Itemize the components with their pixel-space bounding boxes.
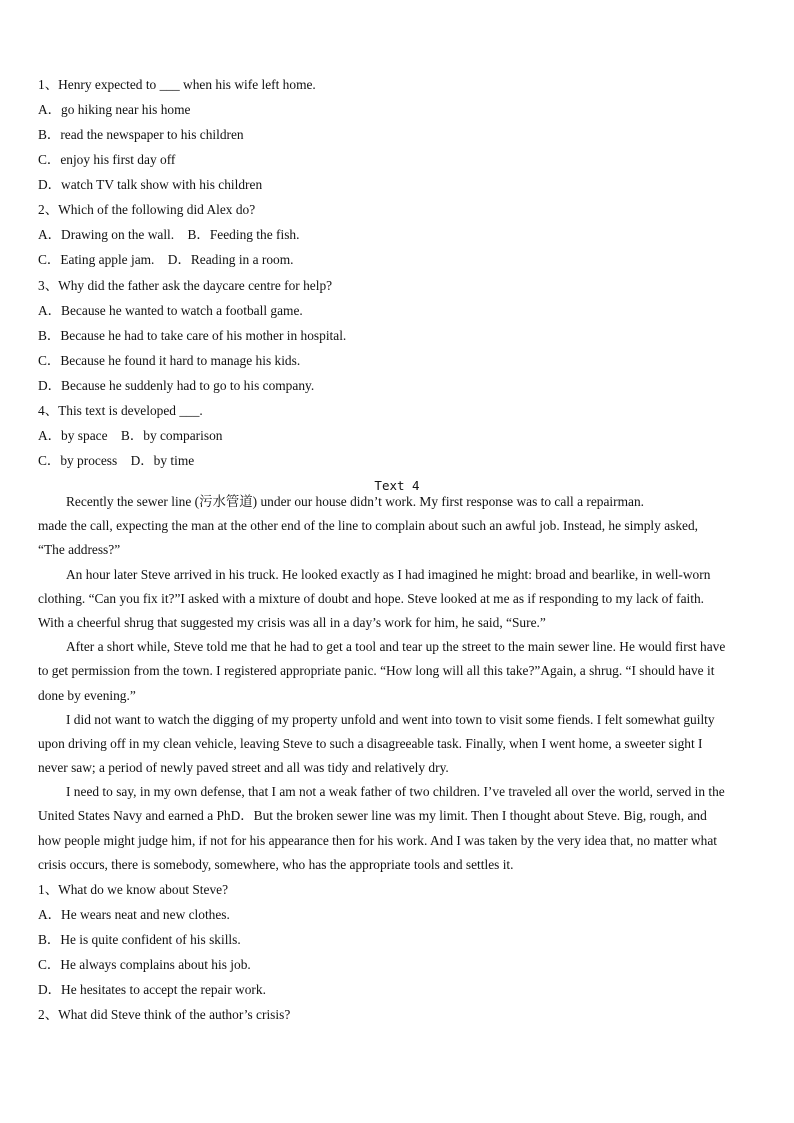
question-line: B．read the newspaper to his children [38, 127, 244, 143]
question-line: D．He hesitates to accept the repair work. [38, 982, 266, 998]
question-line: A．Because he wanted to watch a football game. [38, 302, 303, 318]
question-line: 1、What do we know about Steve? [38, 882, 229, 897]
passage-line: crisis occurs, there is somebody, somewhere, who has the appropriate tools and settles it. [38, 856, 514, 872]
passage-line: to get permission from the town. I registered appropriate panic. “How long will all this take?”Again, a shrug. “I should have it [38, 663, 715, 679]
question-line: B．Because he had to take care of his mother in hospital. [38, 327, 347, 343]
question-line: 2、What did Steve think of the author’s crisis? [38, 1007, 291, 1023]
passage-line: I did not want to watch the digging of my property unfold and went into town to visit some fiends. I felt somewhat guilty [66, 711, 715, 727]
passage-line: clothing. “Can you fix it?”I asked with a mixture of doubt and hope. Steve looked at me as if responding to my lack of faith. [38, 590, 705, 606]
question-section-1 [38, 72, 764, 473]
passage-line: An hour later Steve arrived in his truck. He looked exactly as I had imagined he might: broad and bearlike, in well-worn [66, 566, 711, 582]
question-line: D．watch TV talk show with his children [38, 177, 263, 193]
text-title: Text 4 [374, 478, 420, 493]
question-line: A．Drawing on the wall. B．Feeding the fish. [38, 227, 300, 243]
question-line: C．by process D．by time [38, 452, 195, 468]
question-line: C．Because he found it hard to manage his kids. [38, 352, 301, 368]
question-line: 3、Why did the father ask the daycare centre for help? [38, 277, 333, 293]
question-line: 1、Henry expected to ___ when his wife left home. [38, 77, 316, 92]
question-line: A．by space B．by comparison [38, 427, 223, 443]
passage-line: With a cheerful shrug that suggested my crisis was all in a day’s work for him, he said, “Sure.” [38, 614, 546, 630]
question-line: C．Eating apple jam. D．Reading in a room. [38, 252, 294, 268]
passage-line: I need to say, in my own defense, that I am not a weak father of two children. I’ve traveled all over the world, served in the [66, 784, 725, 800]
question-line: 2、Which of the following did Alex do? [38, 202, 256, 218]
question-line: C．He always complains about his job. [38, 957, 251, 973]
passage-line: After a short while, Steve told me that he had to get a tool and tear up the street to the main sewer line. He would first have [66, 639, 726, 655]
question-line: A．go hiking near his home [38, 102, 191, 118]
passage-line: how people might judge him, if not for his appearance then for his work. And I was taken by the very idea that, no matter what [38, 832, 718, 848]
question-line: C．enjoy his first day off [38, 152, 176, 168]
passage-line: United States Navy and earned a PhD．But the broken sewer line was my limit. Then I thought about Steve. Big, rough, and [38, 808, 707, 824]
question-line: A．He wears neat and new clothes. [38, 907, 230, 923]
passage-line: never saw; a period of newly paved street and all was tidy and relatively dry. [38, 760, 449, 776]
passage-line: upon driving off in my clean vehicle, leaving Steve to such a disagreeable task. Finally, when I went home, a sweeter sight I [38, 735, 703, 751]
passage-line: made the call, expecting the man at the other end of the line to complain about such an awful job. Instead, he simply asked, [38, 518, 699, 534]
passage-line: Recently the sewer line (污水管道) under our house didn’t work. My first response was to call a repairman. [66, 494, 645, 509]
passage-line: done by evening.” [38, 687, 136, 703]
question-line: D．Because he suddenly had to go to his company. [38, 377, 315, 393]
passage-line: “The address?” [38, 542, 121, 558]
question-section-2 [38, 877, 764, 1027]
question-line: 4、This text is developed ___. [38, 402, 203, 418]
reading-passage [38, 490, 764, 877]
question-line: B．He is quite confident of his skills. [38, 932, 241, 948]
